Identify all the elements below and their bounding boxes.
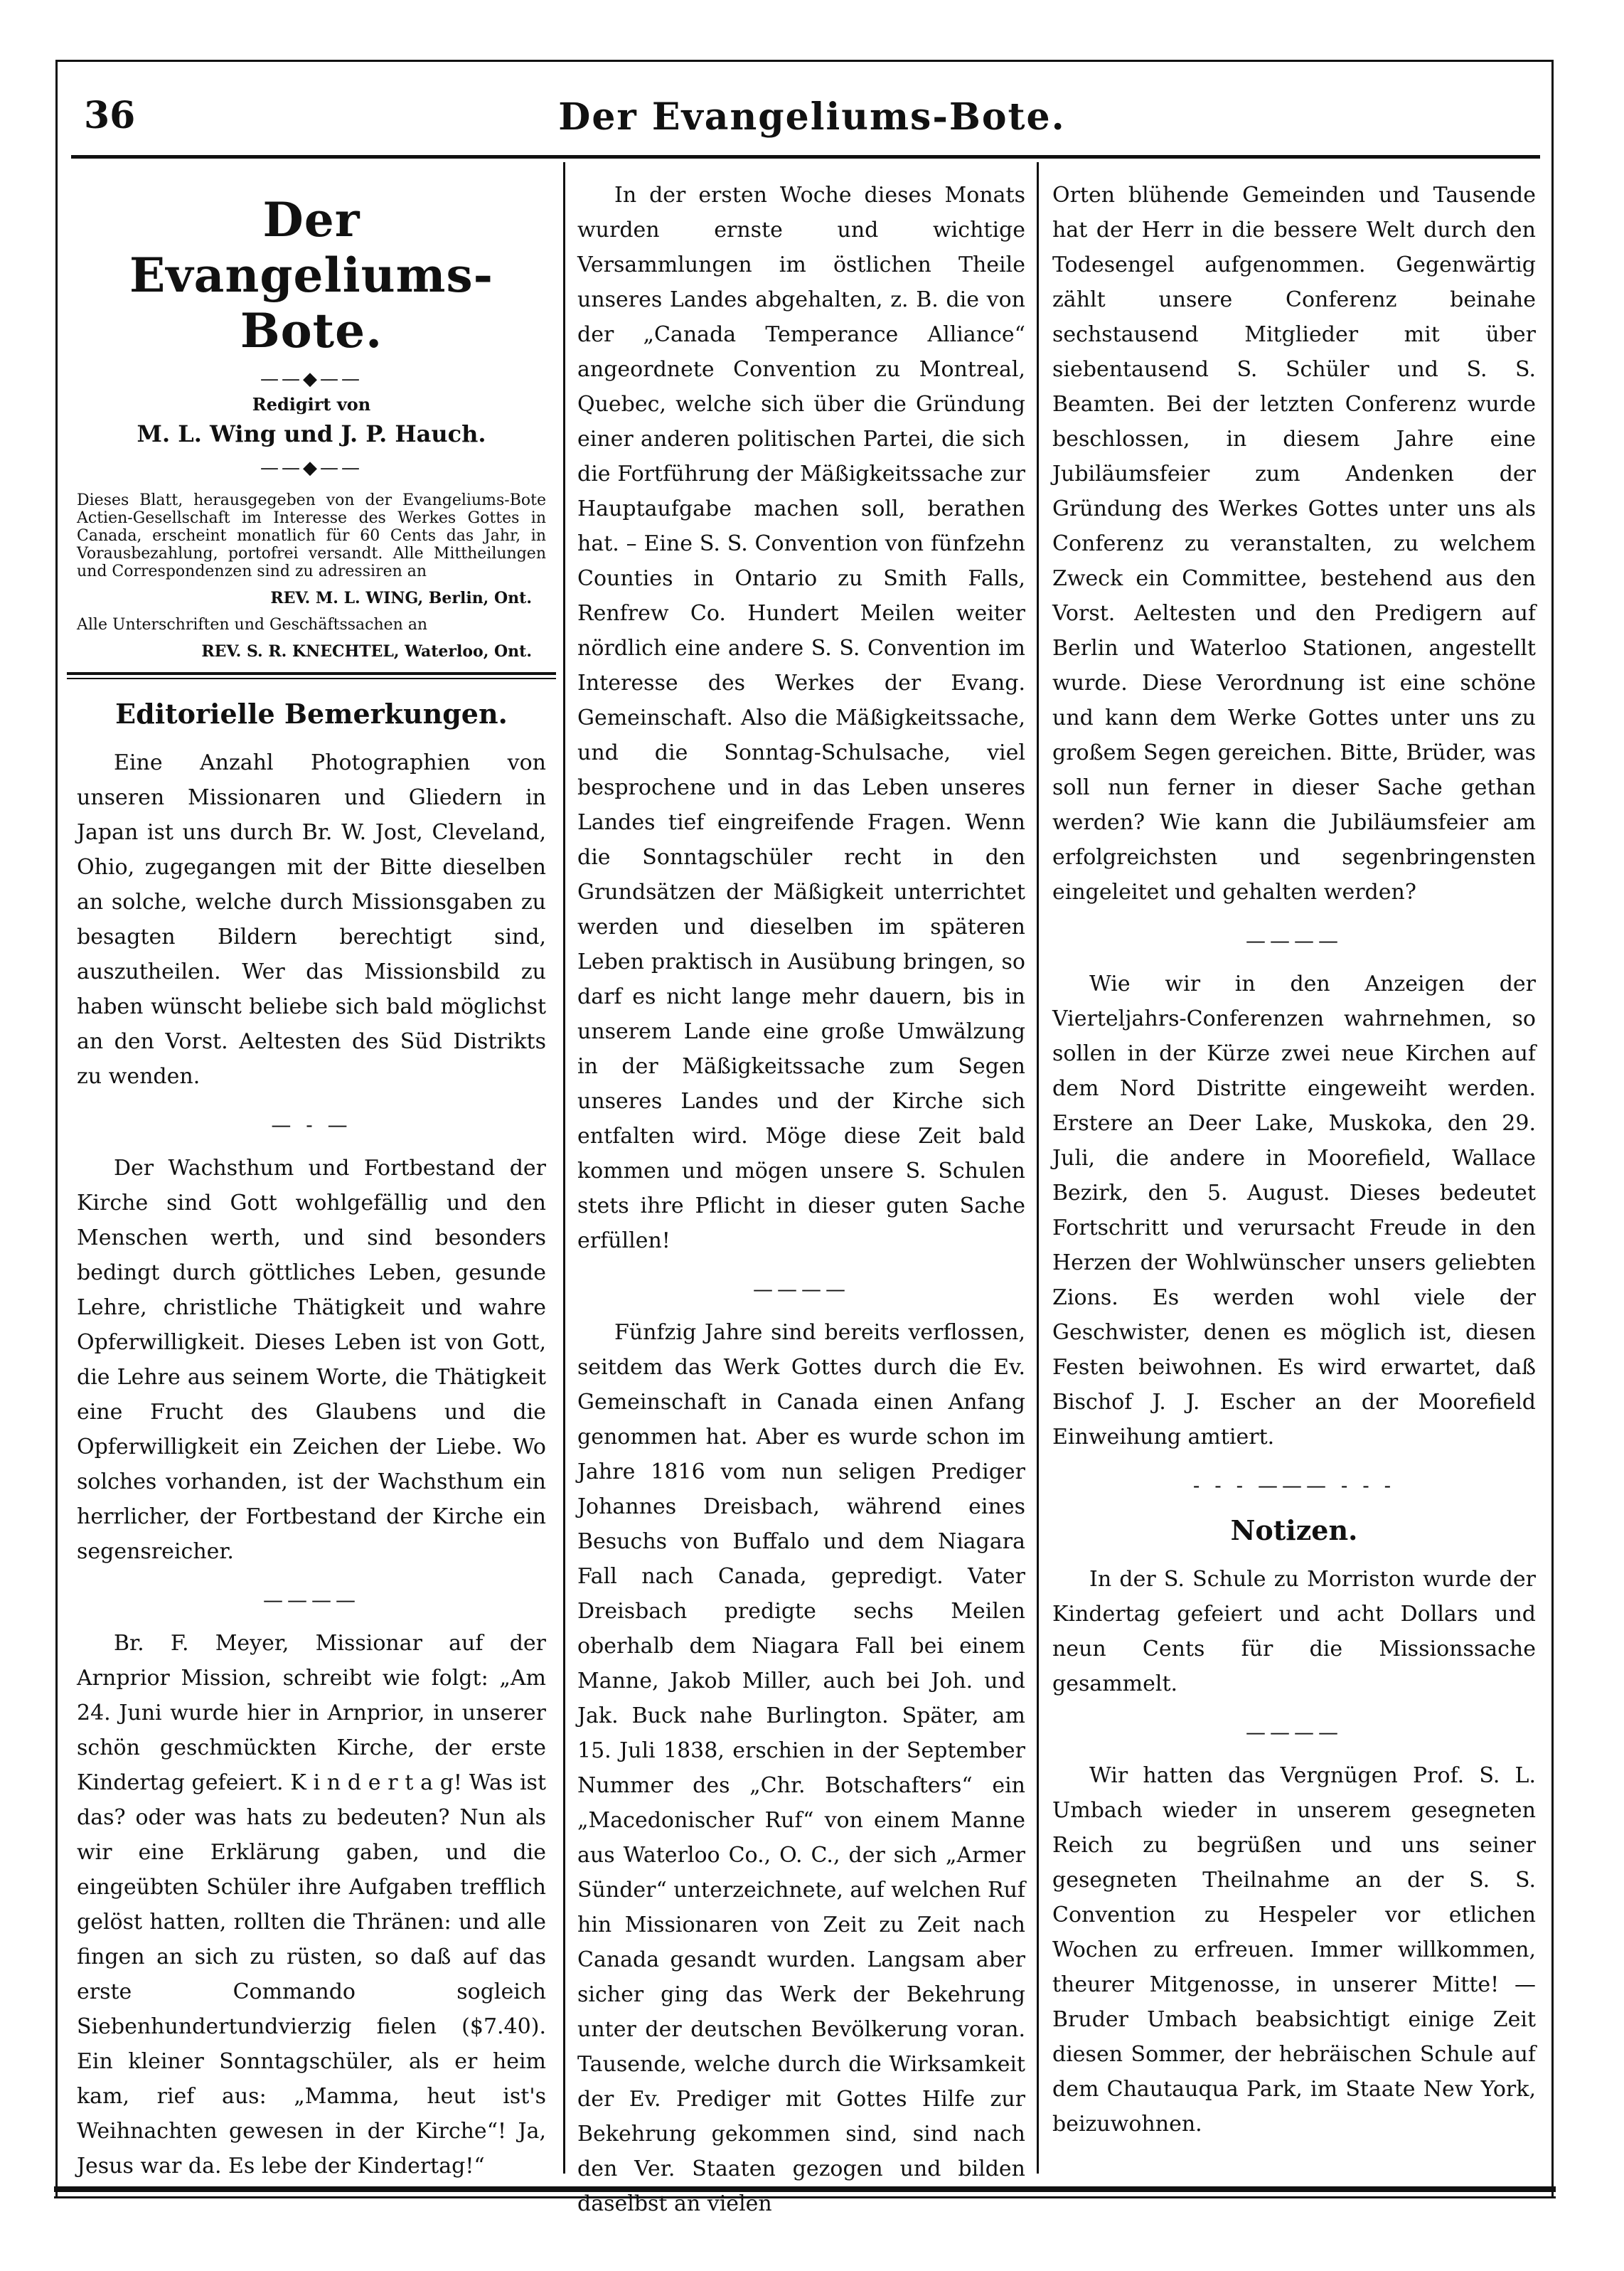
article-separator: ———— xyxy=(1246,929,1342,952)
business-notice: Alle Unterschriften und Geschäftssachen an xyxy=(77,616,428,634)
masthead-title: Der Evangeliums-Bote. xyxy=(129,192,494,358)
article-paragraph: Wir hatten das Vergnügen Prof. S. L. Umbach wieder in unserem gesegneten Reich zu begrüßen und uns seiner gesegneten Theilnahme an der S. S. Convention zu Hespeler vor etlichen Wochen zu erfreuen. Immer willkommen, theurer Mitgenosse, in unserer Mitte! — Bruder Umbach beabsichtigt einige Zeit diesen Sommer, der hebräischen Schule auf dem Chautauqua Park, im Staate New York, beizuwohnen. xyxy=(1052,1763,1536,2137)
page-frame-top xyxy=(57,60,1553,62)
column-3 xyxy=(1052,178,1536,2142)
section-heading: Notizen. xyxy=(1230,1514,1358,1546)
article-separator: ———— xyxy=(263,1588,360,1612)
editor-address: REV. M. L. WING, Berlin, Ont. xyxy=(270,589,532,607)
page-frame-left xyxy=(55,60,58,2197)
header-rule xyxy=(71,155,1540,159)
running-title: Der Evangeliums-Bote. xyxy=(558,95,1066,139)
edited-by: Redigirt von xyxy=(252,394,371,415)
column-divider xyxy=(1037,162,1039,2174)
editors: M. L. Wing und J. P. Hauch. xyxy=(137,420,486,447)
page-frame-right xyxy=(1551,60,1554,2197)
masthead-rule xyxy=(67,672,556,679)
subscription-notice: Dieses Blatt, herausgegeben von der Evangeliums-Bote Actien-Gesellschaft im Interesse des Werkes Gottes in Canada, erscheint monatlich für 60 Cents das Jahr, in Vorausbezahlung, portofrei versandt. Alle Mittheilungen und Correspondenzen sind zu adressiren an xyxy=(77,491,546,580)
article-paragraph: Eine Anzahl Photographien von unseren Missionaren und Gliedern in Japan ist uns durch Br. W. Jost, Cleveland, Ohio, zugegangen mit der Bitte dieselben an solche, welche durch Missionsgaben zu besagten Bildern berechtigt sind, auszutheilen. Wer das Missionsbild zu haben wünscht beliebe sich bald möglichst an den Vorst. Aeltesten des Süd Distrikts zu wenden. xyxy=(77,750,546,1089)
business-address: REV. S. R. KNECHTEL, Waterloo, Ont. xyxy=(201,642,532,661)
article-separator: - - - ——— - - - xyxy=(1192,1474,1396,1497)
masthead xyxy=(77,192,546,679)
article-paragraph: Orten blühende Gemeinden und Tausende hat der Herr in die bessere Welt durch den Todesengel aufgenommen. Gegenwärtig zählt unsere Conferenz beinahe sechstausend Mitglieder mit über siebentausend S. Schüler und S. S. Beamten. Bei der letzten Conferenz wurde beschlossen, in diesem Jahre eine Jubiläumsfeier zum Andenken der Gründung des Werkes Gottes unter uns als Conferenz zu veranstalten, zu welchem Zweck ein Committee, bestehend aus den Vorst. Aeltesten und den Predigern auf Berlin und Waterloo Stationen, angestellt wurde. Diese Verordnung ist eine schöne und kann dem Werke Gottes unter uns zu großem Segen gereichen. Bitte, Brüder, was soll nun ferner in dieser Sache gethan werden? Wie kann die Jubiläumsfeier am erfolgreichsten und segenbringensten eingeleitet und gehalten werden? xyxy=(1052,183,1536,905)
column-1 xyxy=(77,178,546,2184)
article-paragraph: In der S. Schule zu Morriston wurde der Kindertag gefeiert und acht Dollars und neun Cents für die Missionssache gesammelt. xyxy=(1052,1567,1536,1696)
ornament-divider: ——◆—— xyxy=(260,368,363,390)
article-separator: ———— xyxy=(1246,1720,1342,1744)
article-paragraph: Br. F. Meyer, Missionar auf der Arnprior Mission, schreibt wie folgt: „Am 24. Juni wurde hier in Arnprior, in unserer schön geschmückten Kirche, der erste Kindertag gefeiert. K i n d e r t a g! Was ist das? oder was hats zu bedeuten? Nun als wir eine Erklärung gaben, und die eingeübten Schüler ihre Aufgaben trefflich gelöst hatten, rollten die Thränen: und alle fingen an sich zu rüsten, so daß auf das erste Commando sogleich Siebenhundertundvierzig fielen ($7.40). Ein kleiner Sonntagschüler, als er heim kam, rief aus: „Mamma, heut ist's Weihnachten gewesen in der Kirche“! Ja, Jesus war da. Es lebe der Kindertag!“ xyxy=(77,1631,546,2179)
article-separator: — - — xyxy=(271,1113,352,1137)
page-number: 36 xyxy=(84,94,136,137)
article-separator: ———— xyxy=(753,1277,850,1301)
column-divider xyxy=(563,162,565,2174)
article-paragraph: Fünfzig Jahre sind bereits verflossen, seitdem das Werk Gottes durch die Ev. Gemeinschaft in Canada einen Anfang genommen hat. Aber es wurde schon im Jahre 1816 vom nun seligen Prediger Johannes Dreisbach, während eines Besuchs von Buffalo und dem Niagara Fall nach Canada, gepredigt. Vater Dreisbach predigte sechs Meilen oberhalb dem Niagara Fall bei einem Manne, Jakob Miller, auch bei Joh. und Jak. Buck nahe Burlington. Später, am 15. Juli 1838, erschien in der September Nummer des „Chr. Botschafters“ ein „Macedonischer Ruf“ von einem Manne aus Waterloo Co., O. C., der sich „Armer Sünder“ unterzeichnete, auf welchen Ruf hin Missionaren von Zeit zu Zeit nach Canada gesandt wurden. Langsam aber sicher ging das Werk der Bekehrung unter der deutschen Bevölkerung voran. Tausende, welche durch die Wirksamkeit der Ev. Prediger mit Gottes Hilfe zur Bekehrung gekommen sind, sind nach den Ver. Staaten gezogen und bilden daselbst an vielen xyxy=(577,1320,1026,2216)
section-heading: Editorielle Bemerkungen. xyxy=(115,698,508,730)
ornament-divider: ——◆—— xyxy=(260,457,363,479)
article-paragraph: Der Wachsthum und Fortbestand der Kirche sind Gott wohlgefällig und den Menschen werth, und sind besonders bedingt durch göttliches Leben, gesunde Lehre, christliche Thätigkeit und wahre Opferwilligkeit. Dieses Leben ist von Gott, die Lehre aus seinem Worte, die Thätigkeit eine Frucht des Glaubens und die Opferwilligkeit ein Zeichen der Liebe. Wo solches vorhanden, ist der Wachsthum ein herrlicher, der Fortbestand der Kirche ein segensreicher. xyxy=(77,1156,546,1564)
column-2 xyxy=(577,178,1025,2221)
article-paragraph: In der ersten Woche dieses Monats wurden ernste und wichtige Versammlungen im östlichen Theile unseres Landes abgehalten, z. B. die von der „Canada Temperance Alliance“ angeordnete Convention zu Montreal, Quebec, welche sich über die Gründung einer anderen politischen Partei, die sich die Fortführung der Mäßigkeitssache zur Hauptaufgabe machen soll, berathen hat. – Eine S. S. Convention von fünfzehn Counties in Ontario zu Smith Falls, Renfrew Co. Hundert Meilen weiter nördlich eine andere S. S. Convention im Interesse des Werkes der Evang. Gemeinschaft. Also die Mäßigkeitssache, und die Sonntag-Schulsache, viel besprochene und in das Leben unseres Landes tief eingreifende Fragen. Wenn die Sonntagschüler recht in den Grundsätzen der Mäßigkeit unterrichtet werden und dieselben im späteren Leben praktisch in Ausübung bringen, so darf es nicht lange mehr dauern, bis in unserem Lande eine große Umwälzung in der Mäßigkeitssache zum Segen unseres Landes und der Kirche sich entfalten wird. Möge diese Zeit bald kommen und mögen unsere S. Schulen stets ihre Pflicht in dieser guten Sache erfüllen! xyxy=(577,183,1025,1253)
article-paragraph: Wie wir in den Anzeigen der Vierteljahrs-Conferenzen wahrnehmen, so sollen in der Kürze zwei neue Kirchen auf dem Nord Distritte eingeweiht werden. Erstere an Deer Lake, Muskoka, den 29. Juli, die andere in Moorefield, Wallace Bezirk, den 5. August. Dieses bedeutet Fortschritt und verursacht Freude in den Herzen der Wohlwünscher unsers geliebten Zions. Es werden wohl viele der Geschwister, denen es möglich ist, diesen Festen beiwohnen. Es wird erwartet, daß Bischof J. J. Escher an der Moorefield Einweihung amtiert. xyxy=(1052,972,1536,1450)
